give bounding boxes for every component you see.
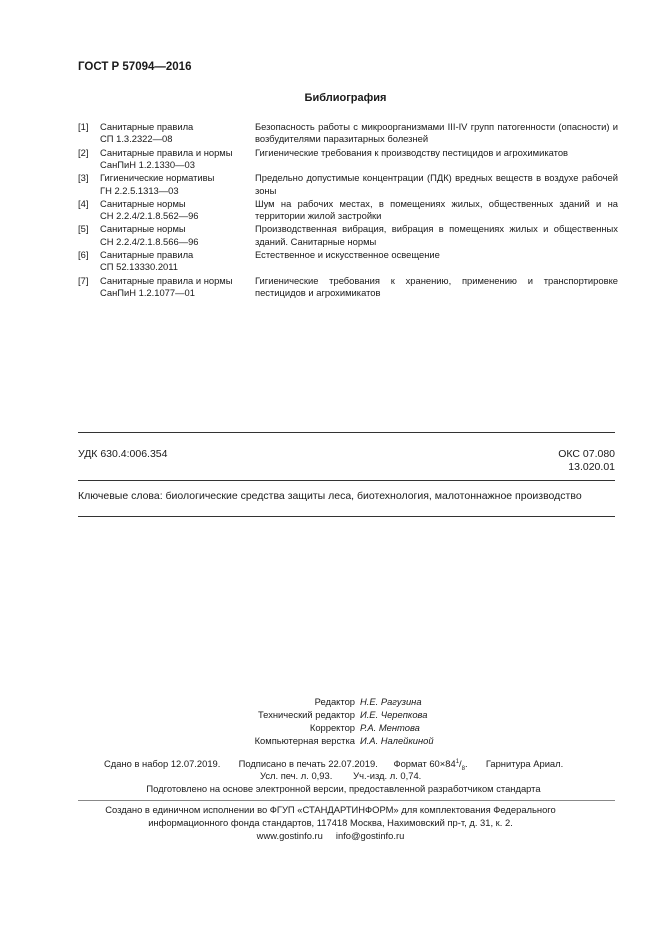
bibliography-entry (78, 198, 618, 223)
credit-name: И.Е. Черепкова (360, 709, 428, 720)
entry-number: [3] (78, 172, 89, 184)
bibliography-list (78, 121, 618, 300)
bibliography-title: Библиография (304, 92, 387, 104)
entry-number: [2] (78, 146, 89, 158)
udk-code: УДК 630.4:006.354 (78, 448, 168, 460)
keywords: Ключевые слова: биологические средства защиты леса, биотехнология, малотоннажное производство (78, 490, 582, 502)
oks-line-2: 13.020.01 (568, 461, 615, 473)
credit-role: Технический редактор (257, 709, 355, 720)
entry-number: [5] (78, 223, 89, 235)
entry-description: Предельно допустимые концентрации (ПДК) вредных веществ в воздухе рабочей зоны (255, 172, 618, 196)
publication-line-2 (260, 769, 421, 782)
prepared-note: Подготовлено на основе электронной версии, предоставленной разработчиком стандарта (146, 783, 541, 794)
entry-description: Производственная вибрация, вибрация в помещениях жилых и общественных зданий. Санитарные нормы (255, 223, 618, 247)
entry-description: Гигиенические требования к производству пестицидов и агрохимикатов (255, 146, 569, 158)
credit-row (0, 695, 661, 708)
credit-role: Редактор (314, 696, 355, 707)
divider-keywords (78, 516, 615, 517)
entry-number: [4] (78, 197, 89, 209)
credit-role: Корректор (309, 722, 355, 733)
credit-name: И.А. Налейкиной (360, 735, 434, 746)
oks-code (535, 448, 615, 474)
bibliography-entry (78, 172, 618, 197)
entry-document: Санитарные правила и нормы СанПиН 1.2.1330—03 (100, 146, 233, 171)
website-link[interactable]: www.gostinfo.ru (256, 830, 323, 841)
publisher-sheets: Уч.-изд. л. 0,74. (353, 770, 422, 781)
credit-name: Н.Е. Рагузина (360, 696, 422, 707)
footer-contacts (0, 829, 661, 842)
entry-description: Шум на рабочих местах, в помещениях жилых, общественных зданий и на территории жилой застройки (255, 197, 618, 222)
credit-row (0, 708, 661, 721)
oks-line-1: ОКС 07.080 (558, 448, 615, 460)
typeface: Гарнитура Ариал. (485, 758, 564, 770)
signed-date: Подписано в печать 22.07.2019. (238, 758, 378, 770)
divider-top (78, 432, 615, 433)
entry-document: Санитарные правила СП 52.13330.2011 (100, 249, 194, 273)
entry-description: Безопасность работы с микроорганизмами III-IV групп патогенности (опасности) и возбудителями паразитарных болезней (255, 121, 618, 145)
standard-number: ГОСТ Р 57094—2016 (78, 61, 192, 73)
credit-name: Р.А. Ментова (360, 722, 420, 733)
entry-number: [1] (78, 121, 89, 132)
bibliography-entry (78, 147, 618, 172)
email-link[interactable]: info@gostinfo.ru (335, 830, 405, 841)
bibliography-entry (78, 223, 618, 248)
entry-description: Естественное и искусственное освещение (255, 249, 440, 261)
printed-sheets: Усл. печ. л. 0,93. (260, 770, 333, 781)
entry-document: Санитарные нормы СН 2.2.4/2.1.8.562—96 (100, 197, 199, 222)
entry-document: Санитарные правила СП 1.3.2322—08 (100, 121, 194, 145)
footer-line-1: Создано в единичном исполнении во ФГУП «СТАНДАРТИНФОРМ» для комплектования Федерального (105, 804, 556, 815)
entry-number: [6] (78, 249, 89, 261)
bibliography-entry (78, 275, 618, 300)
entry-document: Санитарные нормы СН 2.2.4/2.1.8.566—96 (100, 223, 199, 247)
bibliography-entry (78, 121, 618, 146)
footer (0, 803, 661, 842)
credit-row (0, 734, 661, 747)
entry-description: Гигиенические требования к хранению, применению и транспортировке пестицидов и агрохимикатов (255, 274, 618, 299)
footer-line-2: информационного фонда стандартов, 117418 Москва, Нахимовский пр-т, д. 31, к. 2. (148, 817, 513, 828)
entry-document: Гигиенические нормативы ГН 2.2.5.1313—03 (100, 172, 215, 196)
credit-role: Компьютерная верстка (254, 735, 355, 746)
entry-document: Санитарные правила и нормы СанПиН 1.2.1077—01 (100, 274, 233, 299)
divider-footer (78, 800, 615, 801)
credits-block (0, 695, 661, 747)
paper-format: Формат $60\times 84^1/_8$. (393, 758, 468, 772)
credit-row (0, 721, 661, 734)
entry-number: [7] (78, 274, 89, 286)
bibliography-entry (78, 249, 618, 274)
divider-middle (78, 480, 615, 481)
submitted-date: Сдано в набор 12.07.2019. (104, 758, 221, 770)
